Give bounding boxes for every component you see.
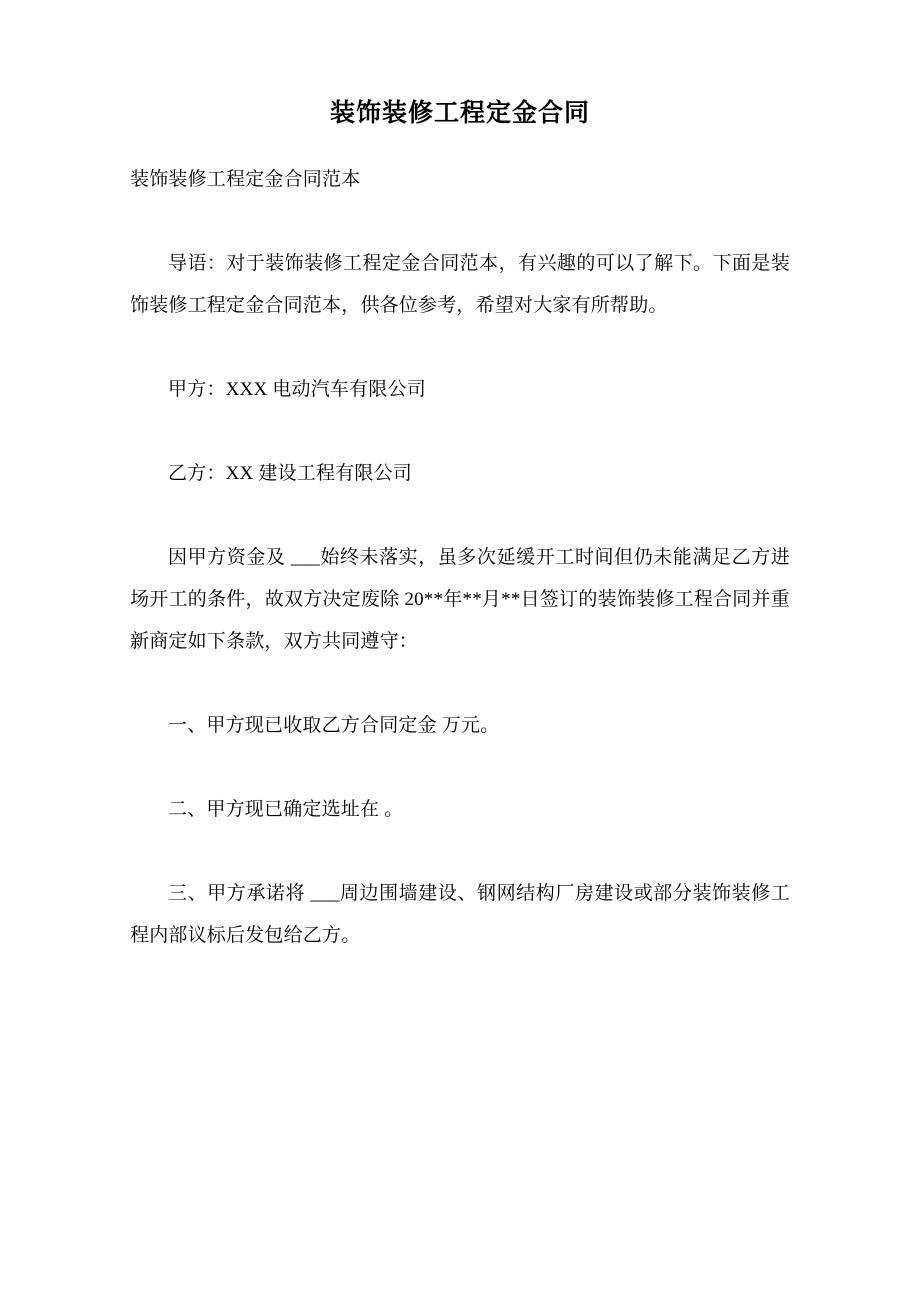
paragraph-spacer (130, 411, 790, 453)
clause-two: 二、甲方现已确定选址在 。 (168, 799, 404, 820)
page-title: 装饰装修工程定金合同 (329, 99, 590, 127)
paragraph-spacer (130, 663, 790, 705)
paragraph-spacer (130, 747, 790, 789)
paragraph-intro: 导语：对于装饰装修工程定金合同范本，有兴趣的可以了解下。下面是装饰装修工程定金合同范本，供各位参考，希望对大家有所帮助。 (130, 253, 790, 316)
document-subtitle: 装饰装修工程定金合同范本 (130, 169, 361, 190)
clause-three: 三、甲方承诺将 ___周边围墙建设、钢网结构厂房建设或部分装饰装修工程内部议标后发包给乙方。 (130, 883, 790, 946)
paragraph-spacer (130, 831, 790, 873)
paragraph-spacer (130, 495, 790, 537)
paragraph-party-a: 甲方：XXX 电动汽车有限公司 (168, 379, 426, 400)
paragraph-spacer (130, 327, 790, 369)
paragraph-background: 因甲方资金及 ___始终未落实，虽多次延缓开工时间但仍未能满足乙方进场开工的条件，故双方决定废除 20**年**月**日签订的装饰装修工程合同并重新商定如下条款，双方共同遵守： (130, 547, 790, 652)
paragraph-party-b: 乙方：XX 建设工程有限公司 (168, 463, 412, 484)
clause-one: 一、甲方现已收取乙方合同定金 万元。 (168, 715, 500, 736)
paragraph-spacer (130, 201, 790, 243)
